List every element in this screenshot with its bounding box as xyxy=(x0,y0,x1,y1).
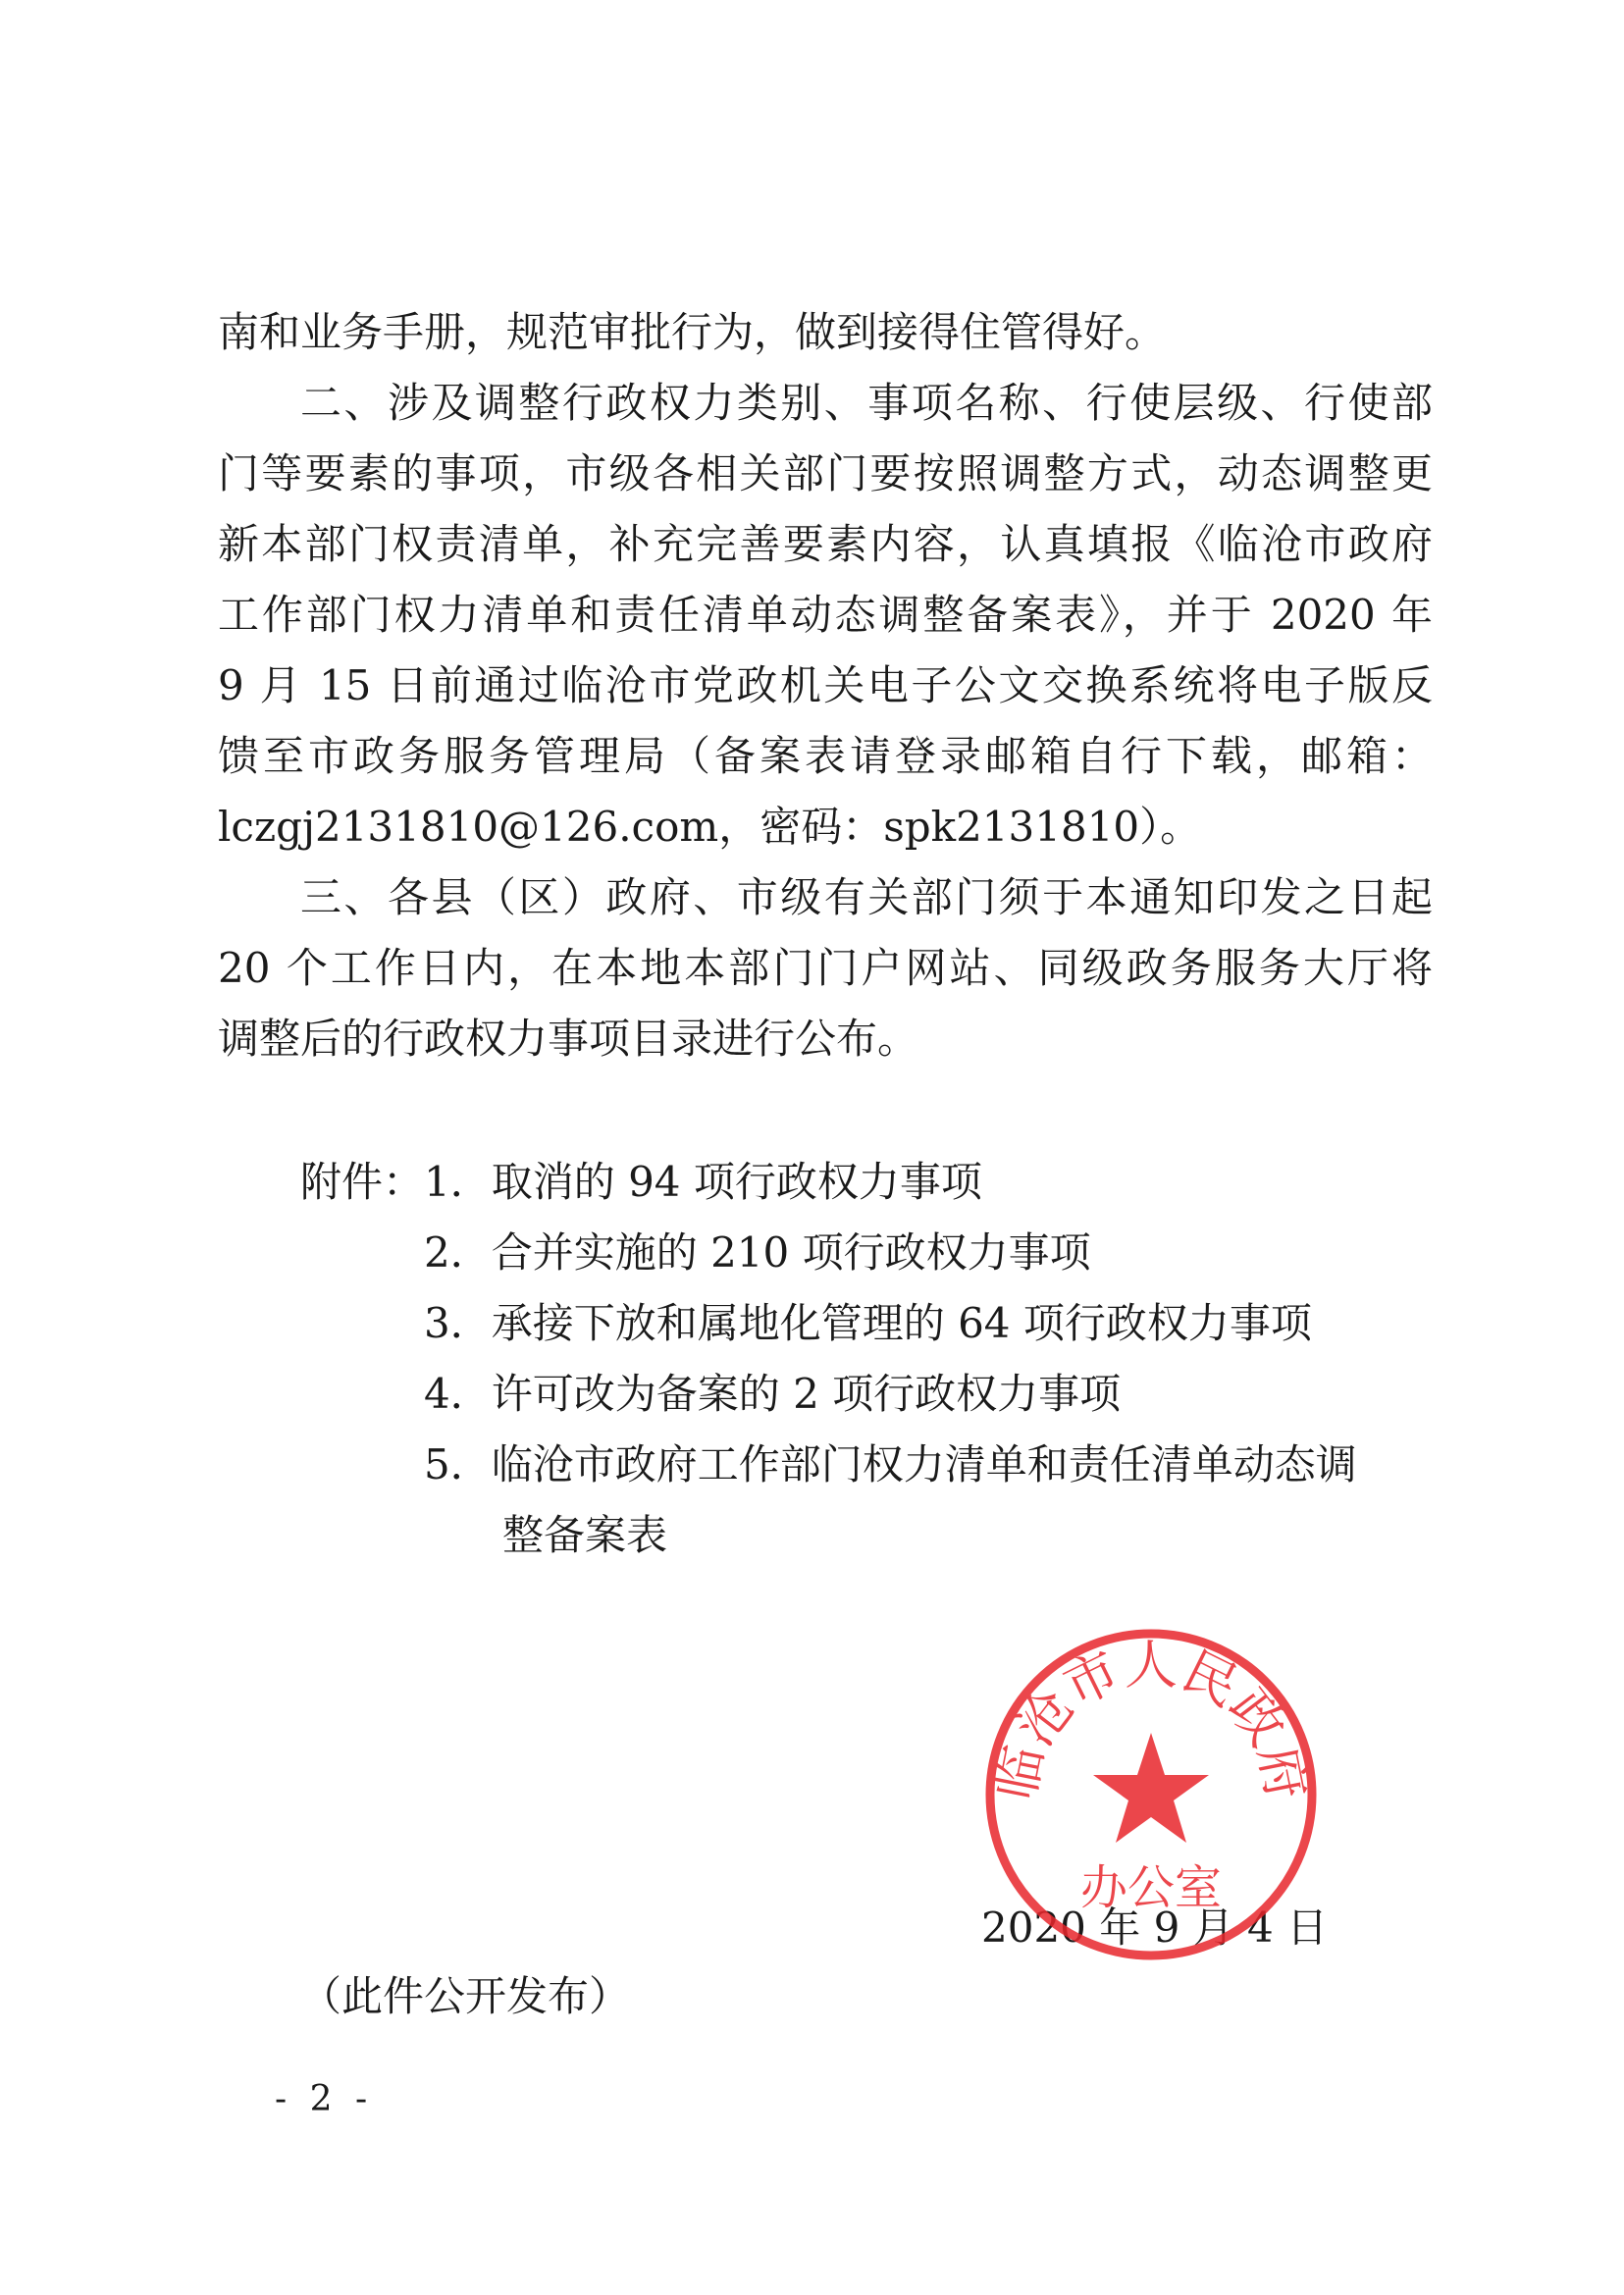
page-number: - 2 - xyxy=(275,2079,374,2119)
attachment-item-3: 3．承接下放和属地化管理的 64 项行政权力事项 xyxy=(424,1299,1312,1347)
attachment-item-4: 4．许可改为备案的 2 项行政权力事项 xyxy=(424,1370,1122,1418)
body-line-5: 工作部门权力清单和责任清单动态调整备案表》，并于 2020 年 xyxy=(218,591,1433,639)
body-line-9: 三、各县（区）政府、市级有关部门须于本通知印发之日起 xyxy=(300,873,1433,921)
attachment-item-1: 1．取消的 94 项行政权力事项 xyxy=(424,1158,982,1206)
attachment-item-5-continuation: 整备案表 xyxy=(502,1511,668,1559)
disclosure-note: （此件公开发布） xyxy=(300,1972,631,2020)
body-line-8: lczgj2131810@126.com，密码：spk2131810）。 xyxy=(218,803,1202,851)
body-line-10: 20 个工作日内，在本地本部门门户网站、同级政务服务大厅将 xyxy=(218,944,1433,992)
body-line-3: 门等要素的事项，市级各相关部门要按照调整方式，动态调整更 xyxy=(218,449,1433,497)
body-line-7: 馈至市政务服务管理局（备案表请登录邮箱自行下载，邮箱： xyxy=(218,732,1433,780)
official-seal xyxy=(983,1627,1319,1962)
seal-arc-text: 临沧市人民政府 xyxy=(983,1634,1319,1805)
seal-bottom-text: 办公室 xyxy=(1079,1860,1223,1915)
body-line-1: 南和业务手册，规范审批行为，做到接得住管得好。 xyxy=(218,308,1167,356)
body-line-11: 调整后的行政权力事项目录进行公布。 xyxy=(218,1015,919,1063)
signature-date: 2020 年 9 月 4 日 xyxy=(981,1904,1329,1952)
body-line-2: 二、涉及调整行政权力类别、事项名称、行使层级、行使部 xyxy=(300,379,1433,427)
attachments-label: 附件： xyxy=(300,1158,425,1206)
seal-star-icon xyxy=(1093,1733,1209,1843)
attachment-item-5: 5．临沧市政府工作部门权力清单和责任清单动态调 xyxy=(424,1440,1357,1488)
body-line-6: 9 月 15 日前通过临沧市党政机关电子公文交换系统将电子版反 xyxy=(218,661,1433,709)
attachment-item-2: 2．合并实施的 210 项行政权力事项 xyxy=(424,1228,1091,1277)
body-line-4: 新本部门权责清单，补充完善要素内容，认真填报《临沧市政府 xyxy=(218,520,1433,568)
